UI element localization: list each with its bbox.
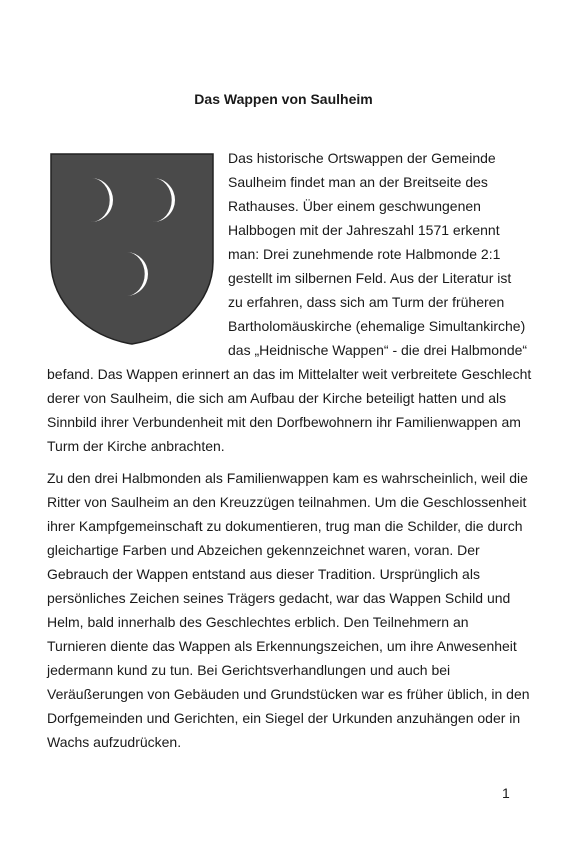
paragraph2-line: Turnieren diente das Wappen als Erkennungszeichen, um ihre Anwesenheit [47,638,517,654]
paragraph2-line: ihrer Kampfgemeinschaft zu dokumentieren, trug man die Schilder, die durch [47,518,523,534]
paragraph2-line: jedermann kund zu tun. Bei Gerichtsverhandlungen und auch bei [47,662,451,678]
paragraph2-line: Ritter von Saulheim an den Kreuzzügen teilnahmen. Um die Geschlossenheit [47,494,527,510]
paragraph1-line: Bartholomäuskirche (ehemalige Simultankirche) [228,318,526,334]
shield-with-three-crescents-icon [47,152,217,347]
paragraph1-line: Halbbogen mit der Jahreszahl 1571 erkennt [228,222,500,238]
paragraph1-line: befand. Das Wappen erinnert an das im Mittelalter weit verbreitete Geschlecht [47,366,532,382]
paragraph2-line: Veräußerungen von Gebäuden und Grundstücken war es früher üblich, in den [47,686,530,702]
shield-shape [51,154,213,344]
paragraph1-line: gestellt im silbernen Feld. Aus der Literatur ist [228,270,512,286]
page-title: Das Wappen von Saulheim [194,91,373,107]
paragraph1-line: Sinnbild ihrer Verbundenheit mit den Dorfbewohnern ihr Familienwappen am [47,414,521,430]
paragraph2-line: Zu den drei Halbmonden als Familienwappen kam es wahrscheinlich, weil die [47,470,528,486]
paragraph2-line: Helm, bald innerhalb des Geschlechtes erblich. Den Teilnehmern an [47,614,469,630]
paragraph1-line: das „Heidnische Wappen“ - die drei Halbmonde“ [228,342,528,358]
paragraph1-line: Saulheim findet man an der Breitseite des [228,174,488,190]
paragraph2-line: Dorfgemeinden und Gerichten, ein Siegel der Urkunden anzuhängen oder in [47,710,521,726]
paragraph2-line: persönliches Zeichen seines Trägers gedacht, war das Wappen Schild und [47,590,511,606]
page-number: 1 [502,785,510,801]
paragraph1-line: man: Drei zunehmende rote Halbmonde 2:1 [228,246,501,262]
paragraph2-line: Gebrauch der Wappen entstand aus dieser Tradition. Ursprünglich als [47,566,480,582]
paragraph1-line: Das historische Ortswappen der Gemeinde [228,150,496,166]
paragraph1-line: zu erfahren, dass sich am Turm der früheren [228,294,505,310]
paragraph1-line: Rathauses. Über einem geschwungenen [228,198,481,214]
paragraph1-line: Turm der Kirche anbrachten. [47,438,225,454]
paragraph2-line: Wachs aufzudrücken. [47,734,182,750]
paragraph1-line: derer von Saulheim, die sich am Aufbau der Kirche beteiligt hatten und als [47,390,507,406]
paragraph2-line: gleichartige Farben und Abzeichen gekennzeichnet waren, voran. Der [47,542,480,558]
